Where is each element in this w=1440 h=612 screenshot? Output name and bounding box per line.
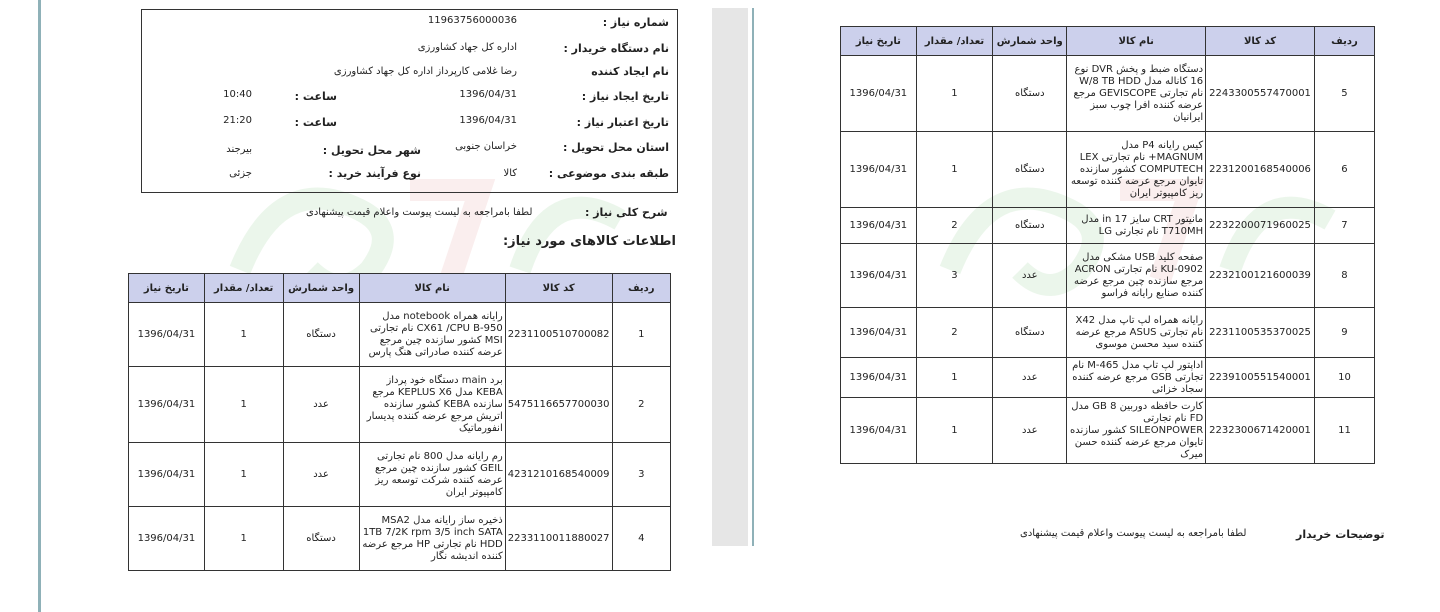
- items-table-right: [840, 26, 1375, 464]
- table-row: [841, 398, 1375, 464]
- buyer-notes-value: لطفا بامراجعه به لیست پیوست واعلام قیمت پیشنهادی: [1020, 528, 1247, 539]
- item-code: 2239100551540001: [1206, 358, 1315, 398]
- buyer-org: اداره کل جهاد کشاورزی: [417, 42, 517, 53]
- row-number: 7: [1314, 208, 1374, 244]
- table-row: [841, 244, 1375, 308]
- buyer-org-label: نام دستگاه خریدار :: [563, 42, 669, 55]
- col-qty-header: تعداد/ مقدار: [916, 27, 993, 56]
- item-date: 1396/04/31: [841, 208, 917, 244]
- valid-date-label: تاریخ اعتبار نیاز :: [576, 116, 669, 129]
- row-number: 3: [612, 443, 670, 507]
- item-qty: 2: [916, 208, 993, 244]
- item-date: 1396/04/31: [841, 244, 917, 308]
- page-gutter: [712, 8, 748, 546]
- table-row: [129, 507, 671, 571]
- process: جزئی: [229, 168, 252, 179]
- col-qty-header: تعداد/ مقدار: [204, 274, 283, 303]
- item-code: 4231210168540009: [505, 443, 612, 507]
- row-number: 1: [612, 303, 670, 367]
- item-unit: دستگاه: [993, 56, 1067, 132]
- table-row: [129, 303, 671, 367]
- col-name-header: نام کالا: [1067, 27, 1206, 56]
- row-number: 9: [1314, 308, 1374, 358]
- item-qty: 1: [204, 507, 283, 571]
- table-row: [841, 208, 1375, 244]
- province-label: استان محل تحویل :: [563, 141, 669, 154]
- col-row-header: ردیف: [1314, 27, 1374, 56]
- city: بیرجند: [226, 144, 252, 155]
- item-name: کارت حافظه دوربین 8 GB مدل FD نام تجارتی SILEONPOWER کشور سازنده تایوان مرجع عرضه کننده حسن میرک: [1067, 398, 1206, 464]
- table-header-row: [841, 27, 1375, 56]
- item-code: 5475116657700030: [505, 367, 612, 443]
- item-name: رایانه همراه لپ تاپ مدل X42 نام تجارتی ASUS مرجع عرضه کننده سید محسن موسوی: [1067, 308, 1206, 358]
- item-code: 2232200071960025: [1206, 208, 1315, 244]
- table-row: [841, 308, 1375, 358]
- buyer-notes-label: توضیحات خریدار: [1296, 528, 1385, 541]
- item-name: ذخیره ساز رایانه مدل MSA2 1TB 7/2K rpm 3/5 inch SATA HDD نام تجارتی HP مرجع عرضه کننده اندیشه نگار: [359, 507, 505, 571]
- item-unit: دستگاه: [283, 507, 359, 571]
- item-name: دستگاه ضبط و پخش DVR نوع 16 کاناله مدل W/8 TB HDD نام تجارتی GEVISCOPE مرجع عرضه کننده افرا چوب سبز ایرانیان: [1067, 56, 1206, 132]
- row-number: 2: [612, 367, 670, 443]
- valid-date: 1396/04/31: [459, 115, 517, 126]
- item-date: 1396/04/31: [841, 398, 917, 464]
- item-name: برد main دستگاه خود پرداز KEBA مدل KEPLUS X6 مرجع سازنده KEBA کشور سازنده اتریش مرجع عرضه کننده پدیسار انفورماتیک: [359, 367, 505, 443]
- item-unit: دستگاه: [993, 208, 1067, 244]
- col-date-header: تاریخ نیاز: [129, 274, 205, 303]
- col-unit-header: واحد شمارش: [993, 27, 1067, 56]
- item-qty: 1: [204, 303, 283, 367]
- item-unit: عدد: [993, 244, 1067, 308]
- col-code-header: کد کالا: [1206, 27, 1315, 56]
- item-name: مانیتور CRT سایز 17 in مدل T710MH نام تجارتی LG: [1067, 208, 1206, 244]
- row-number: 8: [1314, 244, 1374, 308]
- item-code: 2232100121600039: [1206, 244, 1315, 308]
- need-number: 11963756000036: [427, 15, 517, 26]
- item-name: کیس رایانه P4 مدل MAGNUM+ نام تجارتی LEX COMPUTECH کشور سازنده تایوان مرجع عرضه کننده توسعه ریز کامپیوتر ایران: [1067, 132, 1206, 208]
- table-row: [841, 358, 1375, 398]
- item-code: 2231100510700082: [505, 303, 612, 367]
- page-rule: [752, 8, 754, 546]
- item-code: 2231100535370025: [1206, 308, 1315, 358]
- table-row: [129, 443, 671, 507]
- item-code: 2243300557470001: [1206, 56, 1315, 132]
- item-qty: 2: [916, 308, 993, 358]
- process-label: نوع فرآیند خرید :: [328, 167, 421, 180]
- description-value: لطفا بامراجعه به لیست پیوست واعلام قیمت پیشنهادی: [306, 207, 533, 218]
- col-row-header: ردیف: [612, 274, 670, 303]
- item-unit: عدد: [283, 367, 359, 443]
- item-date: 1396/04/31: [841, 56, 917, 132]
- col-code-header: کد کالا: [505, 274, 612, 303]
- left-page-edge: [0, 0, 42, 612]
- creator: رضا غلامی کارپرداز اداره کل جهاد کشاورزی: [333, 66, 517, 77]
- table-row: [841, 132, 1375, 208]
- row-number: 5: [1314, 56, 1374, 132]
- items-table-left: [128, 273, 671, 571]
- row-number: 10: [1314, 358, 1374, 398]
- row-number: 4: [612, 507, 670, 571]
- item-name: رم رایانه مدل 800 نام تجارتی GEIL کشور سازنده چین مرجع عرضه کننده شرکت توسعه ریز کامپیوتر ایران: [359, 443, 505, 507]
- section-title: اطلاعات کالاهای مورد نیاز:: [502, 234, 676, 249]
- item-name: اداپتور لپ تاپ مدل M-465 نام تجارتی GSB مرجع عرضه کننده سجاد خزائی: [1067, 358, 1206, 398]
- item-qty: 1: [916, 56, 993, 132]
- category: کالا: [503, 168, 517, 179]
- table-row: [129, 367, 671, 443]
- col-date-header: تاریخ نیاز: [841, 27, 917, 56]
- creator-label: نام ایجاد کننده: [591, 65, 669, 78]
- row-number: 6: [1314, 132, 1374, 208]
- item-date: 1396/04/31: [129, 507, 205, 571]
- item-name: رایانه همراه notebook مدل CX61 /CPU B-950 نام تجارتی MSI کشور سازنده چین مرجع عرضه کننده صادراتی هنگ پارس: [359, 303, 505, 367]
- item-qty: 1: [204, 443, 283, 507]
- item-name: صفحه کلید USB مشکی مدل KU-0902 نام تجارتی ACRON مرجع سازنده چین مرجع عرضه کننده صنایع رایانه فراسو: [1067, 244, 1206, 308]
- table-row: [841, 56, 1375, 132]
- item-unit: دستگاه: [993, 132, 1067, 208]
- item-qty: 1: [916, 358, 993, 398]
- item-unit: عدد: [283, 443, 359, 507]
- created-time: 10:40: [223, 89, 252, 100]
- item-unit: عدد: [993, 398, 1067, 464]
- item-qty: 1: [204, 367, 283, 443]
- item-qty: 1: [916, 132, 993, 208]
- created-date-label: تاریخ ایجاد نیاز :: [581, 90, 669, 103]
- created-date: 1396/04/31: [459, 89, 517, 100]
- item-unit: دستگاه: [993, 308, 1067, 358]
- item-date: 1396/04/31: [841, 358, 917, 398]
- item-code: 2231200168540006: [1206, 132, 1315, 208]
- description-label: شرح کلی نیاز :: [585, 206, 668, 219]
- item-code: 2232300671420001: [1206, 398, 1315, 464]
- need-number-label: شماره نیاز :: [602, 16, 669, 29]
- created-time-label: ساعت :: [294, 90, 337, 103]
- need-info-box: [141, 9, 678, 193]
- col-unit-header: واحد شمارش: [283, 274, 359, 303]
- category-label: طبقه بندی موضوعی :: [548, 167, 669, 180]
- item-date: 1396/04/31: [841, 308, 917, 358]
- province: خراسان جنوبی: [455, 141, 517, 152]
- valid-time: 21:20: [223, 115, 252, 126]
- table-header-row: [129, 274, 671, 303]
- city-label: شهر محل تحویل :: [322, 144, 421, 157]
- item-date: 1396/04/31: [129, 303, 205, 367]
- valid-time-label: ساعت :: [294, 116, 337, 129]
- item-date: 1396/04/31: [129, 367, 205, 443]
- item-code: 2233110011880027: [505, 507, 612, 571]
- item-qty: 3: [916, 244, 993, 308]
- item-qty: 1: [916, 398, 993, 464]
- item-date: 1396/04/31: [841, 132, 917, 208]
- row-number: 11: [1314, 398, 1374, 464]
- col-name-header: نام کالا: [359, 274, 505, 303]
- item-date: 1396/04/31: [129, 443, 205, 507]
- item-unit: عدد: [993, 358, 1067, 398]
- item-unit: دستگاه: [283, 303, 359, 367]
